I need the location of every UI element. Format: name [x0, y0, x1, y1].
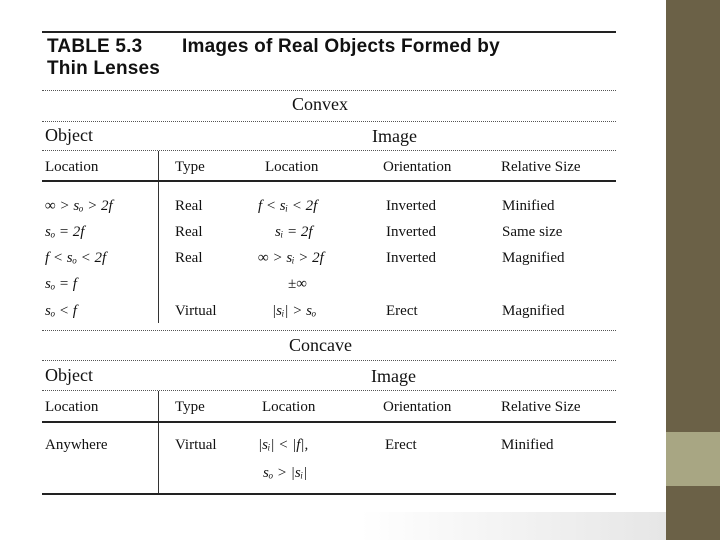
bottom-rule [42, 493, 616, 495]
convex-row5-image: |sᵢ| > sₒ [272, 303, 317, 319]
convex-row5-orientation: Erect [386, 303, 418, 319]
concave-col-image-location: Location [262, 399, 316, 415]
sidebar-dark-bottom [666, 486, 720, 540]
convex-row1-type: Real [175, 198, 203, 214]
convex-label: Convex [292, 94, 348, 114]
convex-row3-object: f < sₒ < 2f [45, 250, 107, 266]
convex-row4-object: sₒ = f [45, 276, 77, 292]
concave-columns-rule [42, 421, 616, 423]
concave-image-header: Image [371, 366, 416, 386]
table-title-line1: Images of Real Objects Formed by [182, 36, 500, 57]
concave-row-image-line2: sₒ > |sᵢ| [263, 465, 308, 481]
concave-row-size: Minified [501, 437, 554, 453]
concave-col-type: Type [175, 399, 205, 415]
convex-col-image-location: Location [265, 159, 319, 175]
convex-row5-type: Virtual [175, 303, 217, 319]
convex-header-rule [42, 150, 616, 151]
concave-row-object: Anywhere [45, 437, 108, 453]
convex-row5-object: sₒ < f [45, 303, 77, 319]
convex-row3-image: ∞ > sᵢ > 2f [258, 250, 324, 266]
concave-header-rule [42, 390, 616, 391]
convex-row3-size: Magnified [502, 250, 565, 266]
concave-row-orientation: Erect [385, 437, 417, 453]
convex-row3-orientation: Inverted [386, 250, 436, 266]
convex-object-header: Object [45, 125, 93, 145]
concave-row-type: Virtual [175, 437, 217, 453]
convex-row1-object: ∞ > sₒ > 2f [45, 198, 113, 214]
sidebar-light-block [666, 432, 720, 486]
bottom-shadow [360, 512, 666, 540]
sidebar-dark-top [666, 0, 720, 432]
convex-row3-type: Real [175, 250, 203, 266]
convex-row2-object: sₒ = 2f [45, 224, 85, 240]
table-title-line2: Thin Lenses [47, 58, 161, 79]
convex-row2-type: Real [175, 224, 203, 240]
convex-columns-rule [42, 180, 616, 182]
concave-row-image-line1: |sᵢ| < |f|, [258, 437, 309, 453]
convex-bottom-rule [42, 330, 616, 331]
convex-row1-orientation: Inverted [386, 198, 436, 214]
concave-object-header: Object [45, 365, 93, 385]
convex-row5-size: Magnified [502, 303, 565, 319]
top-rule [42, 31, 616, 33]
convex-col-type: Type [175, 159, 205, 175]
concave-col-size: Relative Size [501, 399, 581, 415]
concave-col-orientation: Orientation [383, 399, 452, 415]
concave-label: Concave [289, 335, 352, 355]
table-number: TABLE 5.3 [47, 36, 143, 57]
table-title [47, 36, 500, 80]
convex-col-location: Location [45, 159, 99, 175]
convex-row1-image: f < sᵢ < 2f [258, 198, 318, 214]
concave-divider [158, 391, 159, 493]
convex-rule [42, 121, 616, 122]
concave-rule [42, 360, 616, 361]
table-document [40, 25, 616, 495]
title-rule [42, 90, 616, 91]
convex-row2-image: sᵢ = 2f [275, 224, 313, 240]
concave-col-location: Location [45, 399, 99, 415]
convex-row1-size: Minified [502, 198, 555, 214]
convex-row4-image: ±∞ [288, 276, 307, 292]
convex-col-size: Relative Size [501, 159, 581, 175]
convex-col-orientation: Orientation [383, 159, 452, 175]
convex-divider [158, 151, 159, 323]
convex-row2-size: Same size [502, 224, 563, 240]
convex-image-header: Image [372, 126, 417, 146]
convex-row2-orientation: Inverted [386, 224, 436, 240]
